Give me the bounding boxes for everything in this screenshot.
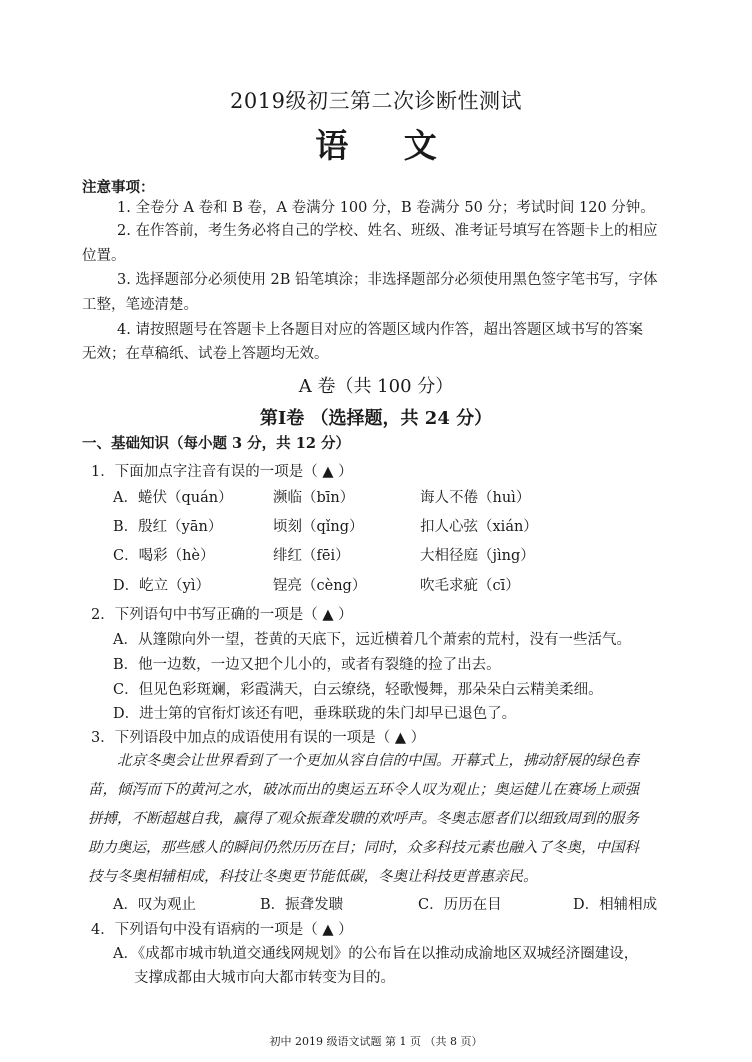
- q2-option-d: D．进士第的官衔灯该还有吧，垂珠联珑的朱门却早已退色了。: [113, 706, 517, 722]
- q1-option-a-3: 诲人不倦（huì）: [420, 490, 531, 506]
- q1-option-d-3: 吹毛求疵（cī）: [420, 578, 520, 594]
- q1-option-a-2: 濒临（bīn）: [273, 490, 355, 506]
- q1-option-c-3: 大相径庭（jìng）: [420, 548, 535, 564]
- q1-option-b-2: 顷刻（qǐng）: [273, 519, 364, 535]
- q3-passage-line-4: 助力奥运，那些感人的瞬间仍然历历在目；同时，众多科技元素也融入了冬奥，中国科: [88, 840, 639, 856]
- basic-knowledge-heading: 一、基础知识（每小题 3 分，共 12 分）: [82, 435, 350, 452]
- q3-option-a: A．叹为观止: [113, 897, 196, 913]
- q3-option-d: D．相辅相成: [573, 897, 658, 913]
- q1-option-c-2: 绯红（fēi）: [273, 548, 350, 564]
- notice-item-2b: 位置。: [82, 248, 126, 264]
- q1-option-c-1: C．喝彩（hè）: [113, 548, 215, 564]
- q1-option-b-3: 扣人心弦（xián）: [420, 519, 538, 535]
- q2-stem: 2．下列语句中书写正确的一项是（ ▲ ）: [91, 607, 353, 623]
- q3-passage-line-2: 苗，倾泻而下的黄河之水，破冰而出的奥运五环令人叹为观止；奥运健儿在赛场上顽强: [88, 782, 639, 798]
- q1-option-b-1: B．殷红（yān）: [113, 519, 223, 535]
- q1-option-a-1: A．蜷伏（quán）: [113, 490, 233, 506]
- exam-title: 2019级初三第二次诊断性测试: [230, 89, 522, 113]
- q2-option-a: A．从篷隙向外一望，苍黄的天底下，远近横着几个萧索的荒村，没有一些活气。: [113, 632, 631, 648]
- notice-item-3b: 工整，笔迹清楚。: [82, 297, 198, 313]
- q3-passage-line-5: 技与冬奥相辅相成，科技让冬奥更节能低碳，冬奥让科技更普惠亲民。: [88, 869, 538, 885]
- subject-title: 语 文: [315, 126, 459, 165]
- notice-item-4a: 4. 请按照题号在答题卡上各题目对应的答题区域内作答，超出答题区域书写的答案: [117, 322, 643, 338]
- q3-stem: 3．下列语段中加点的成语使用有误的一项是（ ▲ ）: [91, 730, 426, 746]
- q3-passage-line-1: 北京冬奥会让世界看到了一个更加从容自信的中国。开幕式上，拂动舒展的绿色春: [117, 753, 639, 769]
- part-one-heading: 第Ⅰ卷 （选择题，共 24 分）: [259, 408, 493, 429]
- page-footer: 初中 2019 级语文试题 第 1 页 （共 8 页）: [269, 1035, 483, 1048]
- notice-item-1: 1. 全卷分 A 卷和 B 卷，A 卷满分 100 分，B 卷满分 50 分；考试时间 120 分钟。: [117, 200, 655, 216]
- q4-option-a-line-2: 支撑成都由大城市向大都市转变为目的。: [134, 970, 395, 986]
- q1-option-d-2: 锃亮（cèng）: [273, 578, 367, 594]
- notice-heading: 注意事项：: [82, 179, 155, 196]
- q3-passage-line-3: 拼搏，不断超越自我，赢得了观众振聋发聩的欢呼声。冬奥志愿者们以细致周到的服务: [88, 811, 639, 827]
- q1-option-d-1: D．屹立（yì）: [113, 578, 210, 594]
- q2-option-c: C．但见色彩斑斓，彩霞满天，白云缭绕，轻歌慢舞，那朵朵白云精美柔细。: [113, 682, 603, 698]
- q4-stem: 4．下列语句中没有语病的一项是（ ▲ ）: [91, 922, 353, 938]
- volume-a-heading: A 卷（共 100 分）: [298, 376, 454, 397]
- q1-stem: 1．下面加点字注音有误的一项是（ ▲ ）: [91, 464, 353, 480]
- q4-option-a-line-1: A．《成都市城市轨道交通线网规划》的公布旨在以推动成渝地区双城经济圈建设，: [113, 946, 639, 962]
- notice-item-2a: 2. 在作答前，考生务必将自己的学校、姓名、班级、准考证号填写在答题卡上的相应: [117, 223, 658, 239]
- q3-option-b: B．振聋发聩: [260, 897, 344, 913]
- notice-item-3a: 3. 选择题部分必须使用 2B 铅笔填涂；非选择题部分必须使用黑色签字笔书写，字体: [117, 272, 658, 288]
- q2-option-b: B．他一边数，一边又把个儿小的，或者有裂缝的捡了出去。: [113, 657, 501, 673]
- notice-item-4b: 无效；在草稿纸、试卷上答题均无效。: [82, 346, 329, 362]
- q3-option-c: C．历历在目: [418, 897, 502, 913]
